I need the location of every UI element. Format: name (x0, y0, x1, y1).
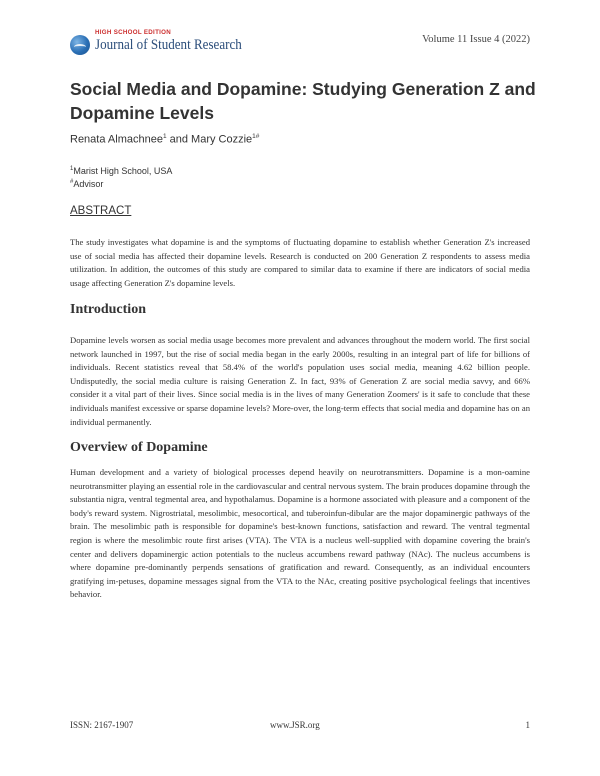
footer-website: www.JSR.org (270, 720, 320, 730)
section-heading-overview: Overview of Dopamine (70, 440, 208, 455)
abstract-text: The study investigates what dopamine is and the symptoms of fluctuating dopamine to establish whether Generation Z's increased use of social media has affected their dopamine levels. Research is conducted on 200 Generation Z respondents to assess media utilization. In addition, the outcomes of this study are compared to similar data to examine if there are indicators of social media usage affecting Generation Z's dopamine levels. (70, 237, 530, 288)
section-heading-introduction: Introduction (70, 302, 146, 317)
author-affil-mark: 1 (162, 133, 167, 140)
author-name: Mary Cozzie (191, 133, 253, 146)
affiliation-mark: # (70, 179, 74, 185)
paper-title: Social Media and Dopamine: Studying Generation Z and Dopamine Levels (70, 79, 536, 123)
page-number: 1 (525, 720, 530, 730)
affiliation (70, 179, 103, 189)
overview-text: Human development and a variety of biological processes depend heavily on neurotransmitters. Dopamine is a mon-oamine neurotransmitter playing an essential role in the cardiovascular and central nervous system. The brain produces dopamine through the substantia nigra, ventral tegmental area, and hypothalamus. Dopamine is a hormone associated with pleasure and a component of the body's reward system. Nigrostriatal, mesolimbic, mesocortical, and tuberoinfun-dibular are the major dopaminergic pathways of the brain. The mesolimbic path is responsible for dopamine's best-known functions, satisfaction and reward. The ventral tegmental region is where the mesolimbic route first arises (VTA). The VTA is a nucleus well-supplied with dopamine covering the brain's center and delivers dopaminergic action potentials to the nucleus accumbens reward pathway (NAc). The nucleus accumbens is where dopamine pre-dominantly perpends sensations of gratification and reward. Consequently, as an individual encounters gratifying im-petuses, dopamine messages signal from the VTA to the NAc, creating positive psychological feelings that incentives behavior. (70, 467, 530, 600)
affiliation-text: Marist High School, USA (73, 166, 173, 176)
globe-icon (70, 35, 90, 55)
logo-journal-name: Journal of Student Research (95, 37, 242, 53)
introduction-text: Dopamine levels worsen as social media usage becomes more prevalent and advances throughout the modern world. The first social network launched in 1997, but the rise of social media began in the early 2000s, resulting in an integral part of life for billions of individuals. Recent statistics reveal that 58.4% of the world's population uses social media, meaning 4.62 billion people. Undisputedly, the social media culture is raising Generation Z. In fact, 93% of Generation Z are social media savvy, and 66% consider it a vital part of their lives. Since social media is in the lives of many Generation Zoomers' is it safe to conclude that these individuals manifest excessive or sparse dopamine levels? More-over, the long-term effects that social media and dopamine has on an individual permanently. (70, 335, 530, 427)
author-name: Renata Almachnee (70, 133, 163, 146)
author-line (70, 133, 259, 146)
affiliation (70, 166, 172, 176)
author-affil-mark: 1# (252, 133, 260, 140)
abstract-heading: ABSTRACT (70, 205, 132, 217)
volume-issue: Volume 11 Issue 4 (2022) (422, 34, 530, 45)
affiliation-text: Advisor (73, 179, 104, 189)
affiliation-mark: 1 (70, 166, 74, 172)
logo-edition-text: HIGH SCHOOL EDITION (95, 29, 172, 36)
author-connector: and (166, 133, 192, 146)
footer-issn: ISSN: 2167-1907 (70, 720, 134, 730)
journal-logo (70, 28, 240, 56)
